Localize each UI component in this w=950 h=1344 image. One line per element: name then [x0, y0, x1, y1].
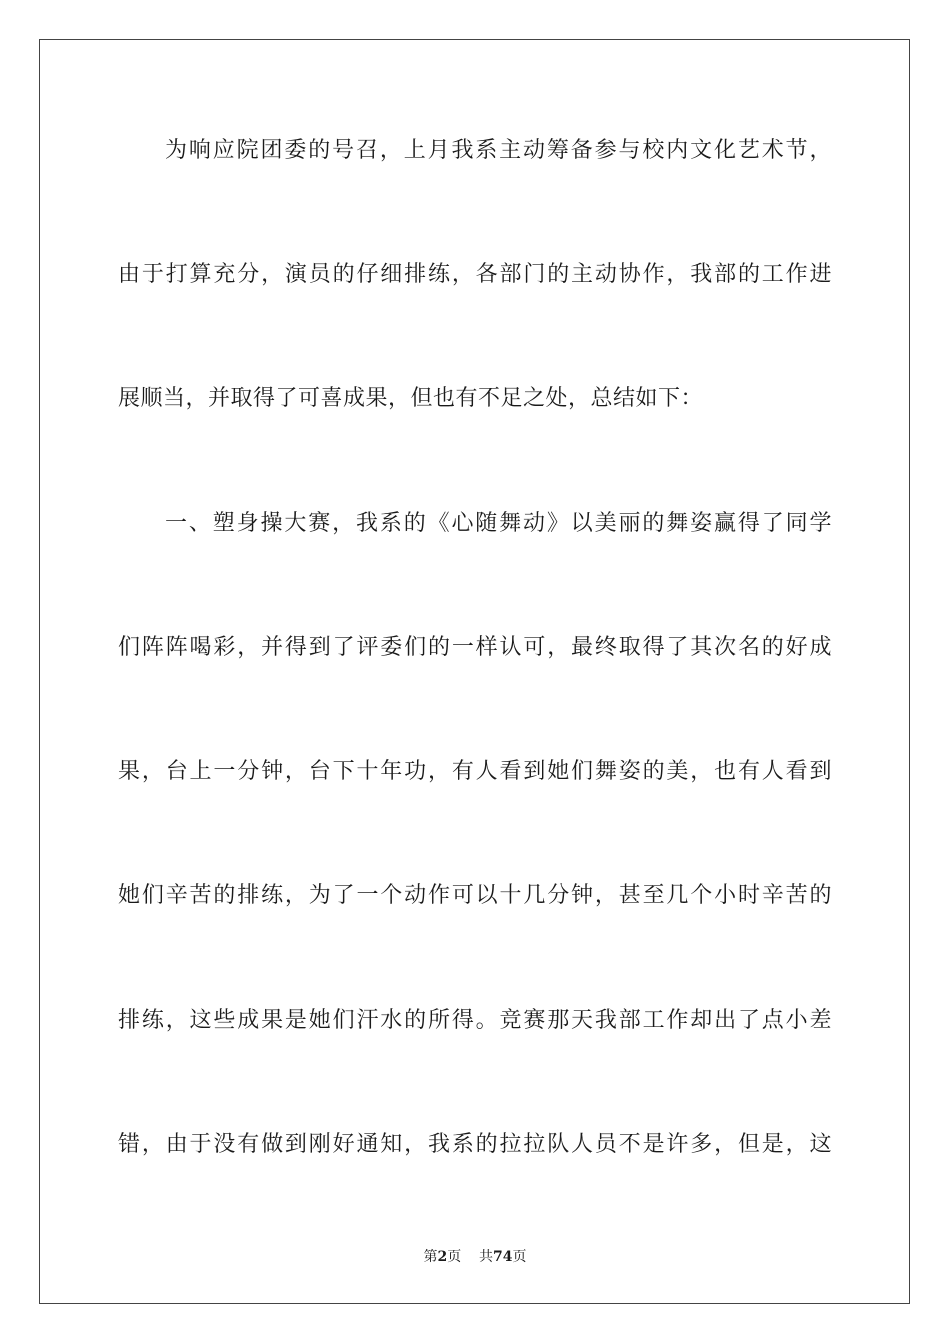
- page-suffix: 页: [447, 1249, 462, 1265]
- paragraph-line: 错，由于没有做到刚好通知，我系的拉拉队人员不是许多，但是，这: [118, 1132, 832, 1157]
- paragraph-line: 为响应院团委的号召，上月我系主动筹备参与校内文化艺术节，: [165, 138, 832, 163]
- paragraph-line: 们阵阵喝彩，并得到了评委们的一样认可，最终取得了其次名的好成: [118, 635, 832, 660]
- paragraph-line: 一、塑身操大赛，我系的《心随舞动》以美丽的舞姿赢得了同学: [165, 511, 832, 536]
- paragraph-line: 展顺当，并取得了可喜成果，但也有不足之处，总结如下：: [118, 386, 704, 411]
- total-prefix: 共: [479, 1249, 494, 1265]
- paragraph-line: 排练，这些成果是她们汗水的所得。竞赛那天我部工作却出了点小差: [118, 1008, 832, 1033]
- page-border: [39, 39, 910, 1304]
- page-number: 2: [437, 1249, 448, 1265]
- page-footer: [0, 1247, 950, 1267]
- total-pages: 74: [493, 1249, 513, 1265]
- page-prefix: 第: [423, 1249, 438, 1265]
- paragraph-line: 她们辛苦的排练，为了一个动作可以十几分钟，甚至几个小时辛苦的: [118, 883, 832, 908]
- paragraph-line: 由于打算充分，演员的仔细排练，各部门的主动协作，我部的工作进: [118, 262, 832, 287]
- paragraph-line: 果，台上一分钟，台下十年功，有人看到她们舞姿的美，也有人看到: [118, 759, 832, 784]
- total-suffix: 页: [512, 1249, 527, 1265]
